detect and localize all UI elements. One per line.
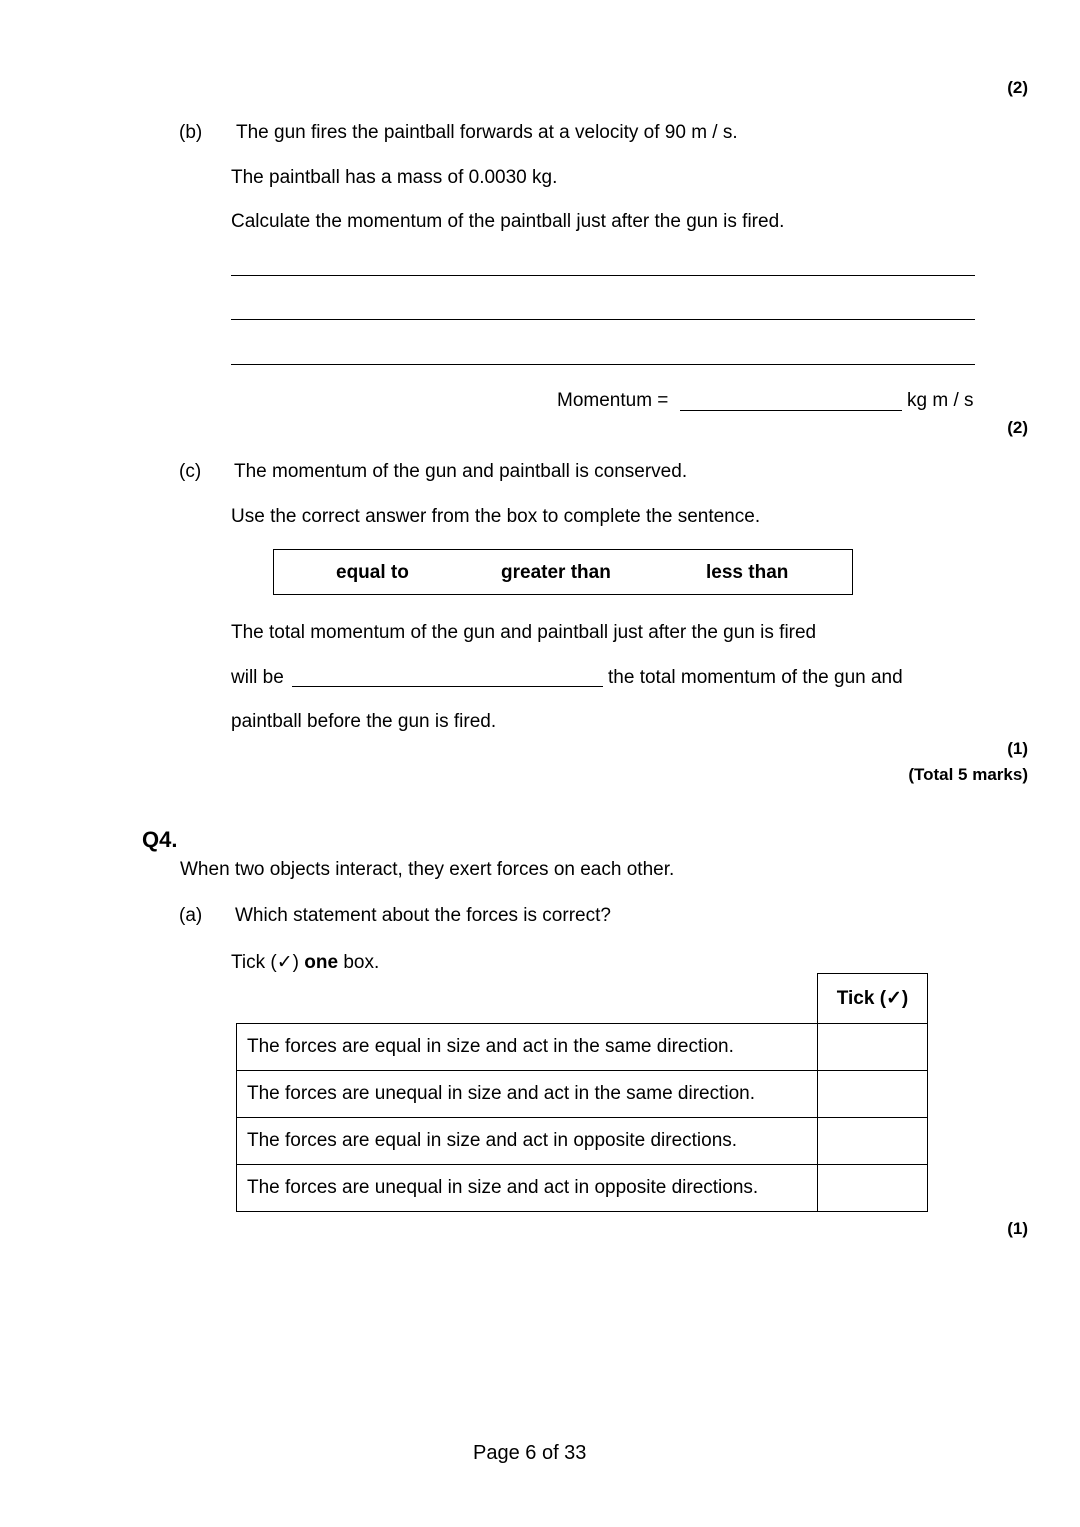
- marks-part-c: (1): [1007, 739, 1028, 758]
- part-b-line1: The gun fires the paintball forwards at a velocity of 90 m / s.: [236, 122, 738, 143]
- tick-box[interactable]: [818, 1024, 928, 1071]
- table-row: [237, 1071, 928, 1118]
- table-row: [237, 1165, 928, 1212]
- part-c-line1: The momentum of the gun and paintball is conserved.: [234, 461, 688, 482]
- part-c-label: (c): [179, 461, 202, 482]
- marks-total: (Total 5 marks): [908, 765, 1028, 784]
- tick-table-corner: [237, 974, 818, 1024]
- momentum-answer-line[interactable]: [680, 410, 902, 411]
- sentence-line3: paintball before the gun is fired.: [231, 711, 497, 732]
- tick-instruction-prefix: Tick (✓): [231, 952, 299, 973]
- tick-box[interactable]: [818, 1071, 928, 1118]
- part-c-line2: Use the correct answer from the box to complete the sentence.: [231, 506, 761, 527]
- q4-part-a-question: Which statement about the forces is correct?: [235, 905, 611, 926]
- tick-instruction-suffix: box.: [343, 952, 380, 973]
- momentum-unit: kg m / s: [907, 390, 974, 411]
- q4-part-a-label: (a): [179, 905, 203, 926]
- tick-instruction: [231, 951, 379, 974]
- tick-box[interactable]: [818, 1118, 928, 1165]
- answer-line-2[interactable]: [231, 319, 975, 320]
- sentence-answer-line[interactable]: [292, 686, 603, 687]
- option-less-than: less than: [706, 562, 789, 583]
- q4-intro: When two objects interact, they exert forces on each other.: [180, 859, 675, 880]
- tick-table-header: Tick (✓): [818, 974, 928, 1024]
- table-row: [237, 1024, 928, 1071]
- part-b-label: (b): [179, 122, 203, 143]
- table-row: [237, 1118, 928, 1165]
- tick-table: [236, 973, 928, 1212]
- sentence-prefix: will be: [231, 667, 284, 688]
- tick-box[interactable]: [818, 1165, 928, 1212]
- tick-instruction-bold: one: [304, 952, 339, 973]
- answer-line-1[interactable]: [231, 275, 975, 276]
- part-b-line3: Calculate the momentum of the paintball just after the gun is fired.: [231, 211, 785, 232]
- question-number: Q4.: [142, 827, 178, 852]
- statement-text: The forces are equal in size and act in opposite directions.: [237, 1118, 818, 1165]
- statement-text: The forces are equal in size and act in the same direction.: [237, 1024, 818, 1071]
- marks-top: (2): [1007, 78, 1028, 97]
- marks-q4a: (1): [1007, 1219, 1028, 1238]
- option-greater-than: greater than: [501, 562, 611, 583]
- statement-text: The forces are unequal in size and act in the same direction.: [237, 1071, 818, 1118]
- part-b-line2: The paintball has a mass of 0.0030 kg.: [231, 167, 558, 188]
- statement-text: The forces are unequal in size and act in opposite directions.: [237, 1165, 818, 1212]
- marks-part-b: (2): [1007, 418, 1028, 437]
- page-number: Page 6 of 33: [473, 1442, 587, 1464]
- momentum-label: Momentum =: [557, 390, 669, 411]
- sentence-line1: The total momentum of the gun and paintball just after the gun is fired: [231, 622, 817, 643]
- sentence-suffix: the total momentum of the gun and: [608, 667, 903, 688]
- word-box: [273, 549, 853, 595]
- option-equal-to: equal to: [336, 562, 409, 583]
- answer-line-3[interactable]: [231, 364, 975, 365]
